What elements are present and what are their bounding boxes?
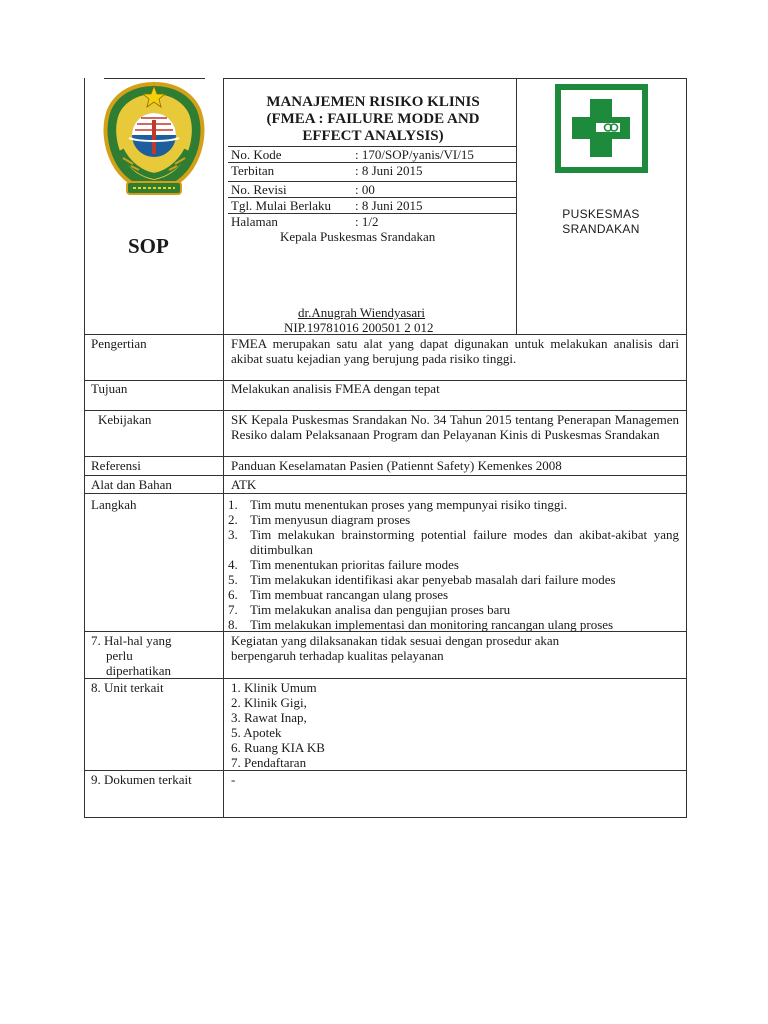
meta-label-terbitan: Terbitan: [231, 163, 275, 178]
row-label-hal-3: diperhatikan: [106, 663, 171, 678]
table-border-right: [686, 78, 687, 818]
list-item: 3. Rawat Inap,: [231, 710, 307, 725]
row-label-pengertian: Pengertian: [91, 336, 147, 351]
signatory-title: Kepala Puskesmas Srandakan: [280, 229, 436, 244]
meta-value-halaman: : 1/2: [355, 214, 379, 229]
signatory-nip: NIP.19781016 200501 2 012: [284, 320, 434, 335]
list-item: [228, 512, 679, 527]
step-number: 1.: [228, 497, 238, 512]
list-item: [228, 587, 679, 602]
puskesmas-logo: [550, 79, 653, 178]
document-title: MANAJEMEN RISIKO KLINIS (FMEA : FAILURE MODE AND EFFECT ANALYSIS): [266, 94, 480, 144]
row-label-langkah: Langkah: [91, 497, 137, 512]
row-label-hal-2: perlu: [106, 648, 133, 663]
list-item: [228, 557, 679, 572]
row-text-referensi: Panduan Keselamatan Pasien (Patiennt Safety) Kemenkes 2008: [231, 458, 562, 473]
signatory-name: dr.Anugrah Wiendyasari: [298, 305, 426, 320]
row-line: [84, 456, 687, 457]
list-item: [228, 572, 679, 587]
step-number: 4.: [228, 557, 238, 572]
header-divider-right: [516, 78, 517, 334]
row-line: [84, 475, 687, 476]
emblem-graphic: [99, 80, 209, 202]
list-item: [228, 527, 679, 557]
step-text: Tim membuat rancangan ulang proses: [250, 587, 449, 602]
org-name: PUSKESMAS SRANDAKAN: [562, 207, 640, 236]
meta-label-no-kode: No. Kode: [231, 147, 282, 162]
step-number: 2.: [228, 512, 238, 527]
row-label-alat: Alat dan Bahan: [91, 477, 172, 492]
meta-value-tgl-mulai: : 8 Juni 2015: [355, 198, 423, 213]
meta-label-no-revisi: No. Revisi: [231, 182, 287, 197]
row-text-dokumen: -: [231, 772, 236, 787]
list-item: [228, 617, 679, 632]
row-label-kebijakan: Kebijakan: [98, 412, 152, 427]
list-item: 6. Ruang KIA KB: [231, 740, 325, 755]
row-line: [84, 678, 687, 679]
step-number: 6.: [228, 587, 238, 602]
step-text: Tim mutu menentukan proses yang mempunyai risiko tinggi.: [250, 497, 568, 512]
list-item: 5. Apotek: [231, 725, 282, 740]
row-text-kebijakan: SK Kepala Puskesmas Srandakan No. 34 Tahun 2015 tentang Penerapan Managemen Resiko dalam Pelaksanaan Program dan Pelayanan Kinis di Puskesmas Srandakan: [231, 412, 679, 442]
row-label-dokumen: 9. Dokumen terkait: [91, 772, 192, 787]
list-item: 1. Klinik Umum: [231, 680, 317, 695]
table-border-left: [84, 78, 85, 818]
list-item: [228, 602, 679, 617]
meta-label-tgl-mulai: Tgl. Mulai Berlaku: [231, 198, 332, 213]
puskesmas-cross-icon: [550, 79, 653, 178]
column-divider: [223, 78, 224, 818]
table-border-bottom: [84, 817, 687, 818]
row-label-hal-1: 7. Hal-hal yang: [91, 633, 172, 648]
row-label-tujuan: Tujuan: [91, 381, 128, 396]
step-text: Tim menyusun diagram proses: [250, 512, 411, 527]
step-text: Tim menentukan prioritas failure modes: [250, 557, 459, 572]
meta-value-no-revisi: : 00: [355, 182, 375, 197]
row-text-alat: ATK: [231, 477, 257, 492]
meta-value-terbitan: : 8 Juni 2015: [355, 163, 423, 178]
list-item: 2. Klinik Gigi,: [231, 695, 307, 710]
step-number: 8.: [228, 617, 238, 632]
langkah-steps: [228, 497, 679, 632]
regency-emblem: [99, 80, 209, 202]
row-text-pengertian: FMEA merupakan satu alat yang dapat digunakan untuk melakukan analisis dari akibat suatu kejadian yang berujung pada risiko tinggi.: [231, 336, 679, 366]
unit-list: [231, 680, 325, 770]
step-text: Tim melakukan identifikasi akar penyebab masalah dari failure modes: [250, 572, 616, 587]
step-number: 5.: [228, 572, 238, 587]
step-text: Tim melakukan analisa dan pengujian proses baru: [250, 602, 511, 617]
row-label-unit: 8. Unit terkait: [91, 680, 164, 695]
row-label-referensi: Referensi: [91, 458, 141, 473]
list-item: 7. Pendaftaran: [231, 755, 307, 770]
step-number: 3.: [228, 527, 238, 542]
row-line: [84, 493, 687, 494]
step-text: Tim melakukan implementasi dan monitoring rancangan ulang proses: [250, 617, 614, 632]
meta-label-halaman: Halaman: [231, 214, 278, 229]
step-number: 7.: [228, 602, 238, 617]
row-line: [84, 770, 687, 771]
row-line: [84, 410, 687, 411]
row-text-hal: Kegiatan yang dilaksanakan tidak sesuai dengan prosedur akan berpengaruh terhadap kualitas pelayanan: [231, 633, 560, 663]
list-item: [228, 497, 679, 512]
meta-value-no-kode: : 170/SOP/yanis/VI/15: [355, 147, 474, 162]
sop-label: SOP: [128, 234, 169, 258]
table-border-top-left: [104, 78, 205, 79]
step-text: Tim melakukan brainstorming potential failure modes dan akibat-akibat yang ditimbulkan: [250, 527, 679, 557]
row-text-tujuan: Melakukan analisis FMEA dengan tepat: [231, 381, 440, 396]
